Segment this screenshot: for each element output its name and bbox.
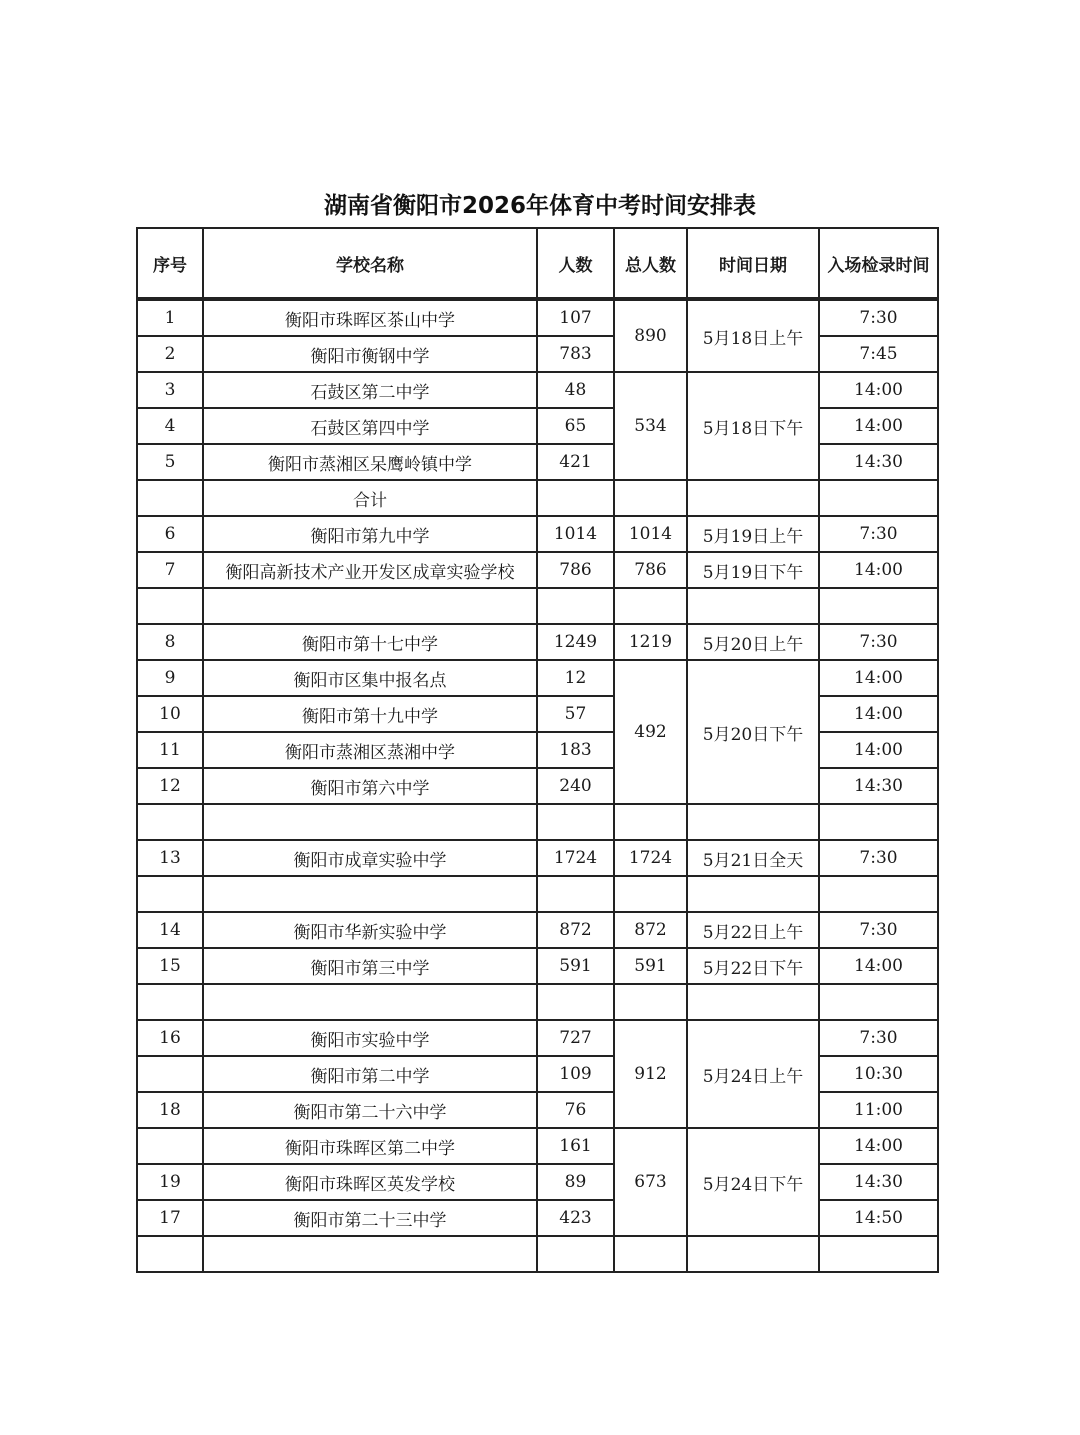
cell-total — [614, 984, 687, 1020]
cell-time — [819, 804, 938, 840]
cell-school: 衡阳市珠晖区英发学校 — [203, 1164, 537, 1200]
cell-count — [537, 804, 614, 840]
cell-date — [687, 1236, 819, 1272]
cell-count: 161 — [537, 1128, 614, 1164]
cell-count: 76 — [537, 1092, 614, 1128]
cell-time: 14:00 — [819, 372, 938, 408]
cell-no — [137, 480, 203, 516]
cell-date: 5月20日上午 — [687, 624, 819, 660]
cell-count: 109 — [537, 1056, 614, 1092]
cell-time — [819, 984, 938, 1020]
cell-no: 12 — [137, 768, 203, 804]
cell-time: 7:30 — [819, 624, 938, 660]
cell-school — [203, 804, 537, 840]
table-row — [137, 804, 938, 840]
cell-no — [137, 1236, 203, 1272]
header-row — [137, 228, 938, 299]
cell-no — [137, 1128, 203, 1164]
cell-time: 7:30 — [819, 516, 938, 552]
cell-count: 783 — [537, 336, 614, 372]
table-row — [137, 1236, 938, 1272]
cell-date — [687, 804, 819, 840]
cell-time: 14:00 — [819, 660, 938, 696]
column-header-time: 入场检录时间 — [819, 228, 938, 299]
cell-school: 石鼓区第四中学 — [203, 408, 537, 444]
cell-school: 衡阳高新技术产业开发区成章实验学校 — [203, 552, 537, 588]
cell-count — [537, 1236, 614, 1272]
cell-date: 5月19日上午 — [687, 516, 819, 552]
cell-time: 7:45 — [819, 336, 938, 372]
cell-time: 7:30 — [819, 299, 938, 336]
cell-school: 衡阳市珠晖区茶山中学 — [203, 299, 537, 336]
cell-school: 石鼓区第二中学 — [203, 372, 537, 408]
cell-total: 872 — [614, 912, 687, 948]
cell-no: 5 — [137, 444, 203, 480]
cell-total — [614, 588, 687, 624]
cell-time: 14:50 — [819, 1200, 938, 1236]
cell-date: 5月22日上午 — [687, 912, 819, 948]
cell-count — [537, 480, 614, 516]
cell-no: 16 — [137, 1020, 203, 1056]
cell-date — [687, 480, 819, 516]
cell-no — [137, 876, 203, 912]
cell-count — [537, 876, 614, 912]
cell-count: 872 — [537, 912, 614, 948]
column-header-no: 序号 — [137, 228, 203, 299]
cell-count: 1724 — [537, 840, 614, 876]
cell-school — [203, 876, 537, 912]
cell-school: 衡阳市第二十六中学 — [203, 1092, 537, 1128]
cell-no: 2 — [137, 336, 203, 372]
cell-total: 492 — [614, 660, 687, 804]
table-row — [137, 372, 938, 408]
cell-count: 65 — [537, 408, 614, 444]
table-row — [137, 516, 938, 552]
cell-no — [137, 804, 203, 840]
cell-date: 5月21日全天 — [687, 840, 819, 876]
table-row — [137, 984, 938, 1020]
cell-no: 14 — [137, 912, 203, 948]
cell-no: 9 — [137, 660, 203, 696]
cell-no: 11 — [137, 732, 203, 768]
table-row — [137, 948, 938, 984]
cell-count: 107 — [537, 299, 614, 336]
cell-count: 12 — [537, 660, 614, 696]
cell-time: 11:00 — [819, 1092, 938, 1128]
cell-no — [137, 984, 203, 1020]
cell-no: 10 — [137, 696, 203, 732]
table-row — [137, 552, 938, 588]
cell-no: 4 — [137, 408, 203, 444]
cell-time: 14:00 — [819, 732, 938, 768]
cell-time — [819, 588, 938, 624]
cell-school — [203, 984, 537, 1020]
cell-school: 衡阳市衡钢中学 — [203, 336, 537, 372]
cell-count — [537, 588, 614, 624]
cell-school: 衡阳市第二中学 — [203, 1056, 537, 1092]
cell-total: 673 — [614, 1128, 687, 1236]
cell-time: 7:30 — [819, 1020, 938, 1056]
cell-no: 1 — [137, 299, 203, 336]
cell-school — [203, 588, 537, 624]
cell-school: 衡阳市成章实验中学 — [203, 840, 537, 876]
cell-count: 240 — [537, 768, 614, 804]
table-row — [137, 660, 938, 696]
cell-time: 14:00 — [819, 408, 938, 444]
cell-school: 衡阳市珠晖区第二中学 — [203, 1128, 537, 1164]
cell-no: 6 — [137, 516, 203, 552]
cell-date: 5月18日上午 — [687, 299, 819, 372]
cell-school: 衡阳市第十七中学 — [203, 624, 537, 660]
table-row — [137, 299, 938, 336]
table-row — [137, 1020, 938, 1056]
cell-time — [819, 1236, 938, 1272]
cell-time — [819, 876, 938, 912]
table-row — [137, 840, 938, 876]
cell-school: 衡阳市第二十三中学 — [203, 1200, 537, 1236]
cell-count: 48 — [537, 372, 614, 408]
cell-count: 89 — [537, 1164, 614, 1200]
cell-time: 14:00 — [819, 948, 938, 984]
table-row — [137, 912, 938, 948]
cell-count: 786 — [537, 552, 614, 588]
cell-no: 3 — [137, 372, 203, 408]
cell-count: 727 — [537, 1020, 614, 1056]
cell-no: 7 — [137, 552, 203, 588]
cell-no — [137, 588, 203, 624]
cell-no: 18 — [137, 1092, 203, 1128]
cell-total: 912 — [614, 1020, 687, 1128]
cell-time: 7:30 — [819, 840, 938, 876]
cell-no: 8 — [137, 624, 203, 660]
table-row — [137, 480, 938, 516]
cell-count: 591 — [537, 948, 614, 984]
cell-time: 7:30 — [819, 912, 938, 948]
cell-time: 10:30 — [819, 1056, 938, 1092]
cell-school: 衡阳市第六中学 — [203, 768, 537, 804]
cell-total: 1724 — [614, 840, 687, 876]
cell-school: 衡阳市第九中学 — [203, 516, 537, 552]
cell-time: 14:30 — [819, 1164, 938, 1200]
cell-time: 14:00 — [819, 1128, 938, 1164]
cell-no: 17 — [137, 1200, 203, 1236]
table-row — [137, 1128, 938, 1164]
column-header-count: 人数 — [537, 228, 614, 299]
cell-total — [614, 480, 687, 516]
column-header-total: 总人数 — [614, 228, 687, 299]
page-title: 湖南省衡阳市2026年体育中考时间安排表 — [323, 193, 756, 219]
cell-date: 5月19日下午 — [687, 552, 819, 588]
cell-total: 591 — [614, 948, 687, 984]
table-row — [137, 624, 938, 660]
table-row — [137, 588, 938, 624]
schedule-table — [136, 227, 939, 1273]
cell-school: 衡阳市实验中学 — [203, 1020, 537, 1056]
cell-time: 14:30 — [819, 768, 938, 804]
cell-count: 183 — [537, 732, 614, 768]
cell-date: 5月24日上午 — [687, 1020, 819, 1128]
cell-school: 衡阳市区集中报名点 — [203, 660, 537, 696]
cell-total: 786 — [614, 552, 687, 588]
cell-time: 14:30 — [819, 444, 938, 480]
table-row — [137, 876, 938, 912]
cell-no: 13 — [137, 840, 203, 876]
cell-count — [537, 984, 614, 1020]
cell-school: 合计 — [203, 480, 537, 516]
cell-count: 1249 — [537, 624, 614, 660]
cell-date: 5月20日下午 — [687, 660, 819, 804]
cell-school: 衡阳市华新实验中学 — [203, 912, 537, 948]
cell-date — [687, 984, 819, 1020]
column-header-date: 时间日期 — [687, 228, 819, 299]
cell-total: 1014 — [614, 516, 687, 552]
cell-school: 衡阳市第三中学 — [203, 948, 537, 984]
cell-date: 5月22日下午 — [687, 948, 819, 984]
cell-total: 534 — [614, 372, 687, 480]
cell-date — [687, 588, 819, 624]
column-header-school: 学校名称 — [203, 228, 537, 299]
cell-date — [687, 876, 819, 912]
cell-total: 890 — [614, 299, 687, 372]
cell-count: 423 — [537, 1200, 614, 1236]
cell-count: 421 — [537, 444, 614, 480]
cell-school: 衡阳市蒸湘区蒸湘中学 — [203, 732, 537, 768]
cell-count: 57 — [537, 696, 614, 732]
cell-no: 15 — [137, 948, 203, 984]
cell-school: 衡阳市第十九中学 — [203, 696, 537, 732]
cell-time — [819, 480, 938, 516]
cell-total — [614, 1236, 687, 1272]
cell-school — [203, 1236, 537, 1272]
cell-no: 19 — [137, 1164, 203, 1200]
cell-count: 1014 — [537, 516, 614, 552]
cell-total — [614, 876, 687, 912]
cell-date: 5月18日下午 — [687, 372, 819, 480]
cell-school: 衡阳市蒸湘区呆鹰岭镇中学 — [203, 444, 537, 480]
cell-no — [137, 1056, 203, 1092]
cell-total: 1219 — [614, 624, 687, 660]
cell-time: 14:00 — [819, 552, 938, 588]
cell-total — [614, 804, 687, 840]
cell-date: 5月24日下午 — [687, 1128, 819, 1236]
cell-time: 14:00 — [819, 696, 938, 732]
